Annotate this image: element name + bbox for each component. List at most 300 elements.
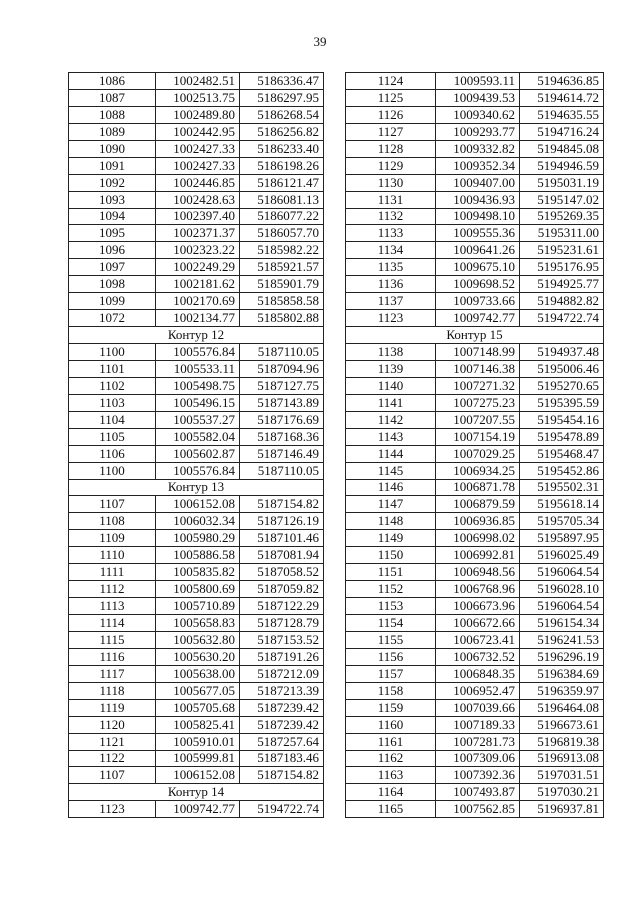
y-coordinate-cell: 5186268.54	[240, 106, 324, 123]
x-coordinate-cell: 1005630.20	[156, 648, 240, 665]
point-number-cell: 1135	[346, 259, 436, 276]
contour-header: Контур 12	[69, 327, 324, 344]
table-row	[69, 310, 324, 327]
point-number-cell: 1162	[346, 750, 436, 767]
point-number-cell: 1114	[69, 615, 156, 632]
table-row	[346, 784, 604, 801]
x-coordinate-cell: 1007146.38	[436, 360, 520, 377]
y-coordinate-cell: 5187183.46	[240, 750, 324, 767]
table-row	[346, 259, 604, 276]
y-coordinate-cell: 5187176.69	[240, 411, 324, 428]
point-number-cell: 1159	[346, 699, 436, 716]
y-coordinate-cell: 5196819.38	[520, 733, 604, 750]
table-row	[346, 242, 604, 259]
x-coordinate-cell: 1005533.11	[156, 360, 240, 377]
point-number-cell: 1130	[346, 174, 436, 191]
y-coordinate-cell: 5186297.95	[240, 89, 324, 106]
y-coordinate-cell: 5186336.47	[240, 73, 324, 90]
y-coordinate-cell: 5187101.46	[240, 530, 324, 547]
y-coordinate-cell: 5187257.64	[240, 733, 324, 750]
table-row	[346, 89, 604, 106]
point-number-cell: 1093	[69, 191, 156, 208]
point-number-cell: 1132	[346, 208, 436, 225]
x-coordinate-cell: 1005537.27	[156, 411, 240, 428]
table-row	[69, 411, 324, 428]
x-coordinate-cell: 1009332.82	[436, 140, 520, 157]
x-coordinate-cell: 1009555.36	[436, 225, 520, 242]
y-coordinate-cell: 5196384.69	[520, 665, 604, 682]
y-coordinate-cell: 5194946.59	[520, 157, 604, 174]
x-coordinate-cell: 1006032.34	[156, 513, 240, 530]
table-row	[69, 699, 324, 716]
table-row	[346, 445, 604, 462]
table-row	[69, 174, 324, 191]
table-row	[69, 767, 324, 784]
table-row	[346, 377, 604, 394]
x-coordinate-cell: 1005498.75	[156, 377, 240, 394]
x-coordinate-cell: 1006936.85	[436, 513, 520, 530]
y-coordinate-cell: 5194937.48	[520, 344, 604, 361]
table-row	[69, 89, 324, 106]
y-coordinate-cell: 5187126.19	[240, 513, 324, 530]
point-number-cell: 1161	[346, 733, 436, 750]
x-coordinate-cell: 1002170.69	[156, 293, 240, 310]
y-coordinate-cell: 5187239.42	[240, 699, 324, 716]
y-coordinate-cell: 5187110.05	[240, 344, 324, 361]
point-number-cell: 1142	[346, 411, 436, 428]
coordinates-table-right-body	[346, 73, 604, 818]
point-number-cell: 1160	[346, 716, 436, 733]
table-row	[346, 801, 604, 818]
y-coordinate-cell: 5186057.70	[240, 225, 324, 242]
table-row	[346, 581, 604, 598]
point-number-cell: 1097	[69, 259, 156, 276]
table-row	[346, 564, 604, 581]
point-number-cell: 1136	[346, 276, 436, 293]
y-coordinate-cell: 5195395.59	[520, 394, 604, 411]
coordinates-table-left	[68, 72, 324, 818]
y-coordinate-cell: 5187154.82	[240, 496, 324, 513]
y-coordinate-cell: 5187154.82	[240, 767, 324, 784]
y-coordinate-cell: 5187212.09	[240, 665, 324, 682]
point-number-cell: 1072	[69, 310, 156, 327]
x-coordinate-cell: 1007189.33	[436, 716, 520, 733]
y-coordinate-cell: 5196025.49	[520, 547, 604, 564]
contour-header-row	[69, 784, 324, 801]
table-row	[346, 310, 604, 327]
y-coordinate-cell: 5194722.74	[240, 801, 324, 818]
point-number-cell: 1156	[346, 648, 436, 665]
x-coordinate-cell: 1002446.85	[156, 174, 240, 191]
x-coordinate-cell: 1009439.53	[436, 89, 520, 106]
table-row	[346, 428, 604, 445]
y-coordinate-cell: 5196673.61	[520, 716, 604, 733]
x-coordinate-cell: 1002513.75	[156, 89, 240, 106]
table-row	[346, 750, 604, 767]
y-coordinate-cell: 5195270.65	[520, 377, 604, 394]
table-row	[69, 73, 324, 90]
x-coordinate-cell: 1002427.33	[156, 140, 240, 157]
table-row	[346, 394, 604, 411]
point-number-cell: 1151	[346, 564, 436, 581]
x-coordinate-cell: 1002482.51	[156, 73, 240, 90]
point-number-cell: 1118	[69, 682, 156, 699]
contour-header: Контур 15	[346, 327, 604, 344]
table-row	[69, 665, 324, 682]
x-coordinate-cell: 1009675.10	[436, 259, 520, 276]
table-row	[346, 733, 604, 750]
table-row	[346, 293, 604, 310]
point-number-cell: 1113	[69, 598, 156, 615]
contour-header-row	[69, 327, 324, 344]
x-coordinate-cell: 1009293.77	[436, 123, 520, 140]
x-coordinate-cell: 1005999.81	[156, 750, 240, 767]
y-coordinate-cell: 5187153.52	[240, 631, 324, 648]
y-coordinate-cell: 5194882.82	[520, 293, 604, 310]
point-number-cell: 1102	[69, 377, 156, 394]
coordinates-table-right	[345, 72, 604, 818]
table-row	[69, 496, 324, 513]
contour-header-row	[346, 327, 604, 344]
x-coordinate-cell: 1009698.52	[436, 276, 520, 293]
table-row	[346, 360, 604, 377]
x-coordinate-cell: 1005632.80	[156, 631, 240, 648]
y-coordinate-cell: 5196064.54	[520, 564, 604, 581]
point-number-cell: 1087	[69, 89, 156, 106]
y-coordinate-cell: 5187128.79	[240, 615, 324, 632]
table-row	[346, 411, 604, 428]
point-number-cell: 1153	[346, 598, 436, 615]
point-number-cell: 1117	[69, 665, 156, 682]
x-coordinate-cell: 1002397.40	[156, 208, 240, 225]
point-number-cell: 1123	[346, 310, 436, 327]
point-number-cell: 1096	[69, 242, 156, 259]
point-number-cell: 1146	[346, 479, 436, 496]
x-coordinate-cell: 1006848.35	[436, 665, 520, 682]
x-coordinate-cell: 1002134.77	[156, 310, 240, 327]
y-coordinate-cell: 5194716.24	[520, 123, 604, 140]
table-row	[69, 259, 324, 276]
table-row	[346, 462, 604, 479]
y-coordinate-cell: 5196064.54	[520, 598, 604, 615]
table-row	[69, 225, 324, 242]
x-coordinate-cell: 1009742.77	[156, 801, 240, 818]
table-row	[69, 293, 324, 310]
x-coordinate-cell: 1009742.77	[436, 310, 520, 327]
point-number-cell: 1091	[69, 157, 156, 174]
y-coordinate-cell: 5195897.95	[520, 530, 604, 547]
x-coordinate-cell: 1006871.78	[436, 479, 520, 496]
x-coordinate-cell: 1009352.34	[436, 157, 520, 174]
x-coordinate-cell: 1009340.62	[436, 106, 520, 123]
table-row	[346, 123, 604, 140]
table-row	[346, 682, 604, 699]
point-number-cell: 1144	[346, 445, 436, 462]
point-number-cell: 1164	[346, 784, 436, 801]
point-number-cell: 1165	[346, 801, 436, 818]
point-number-cell: 1111	[69, 564, 156, 581]
coordinates-table-left-body	[69, 73, 324, 818]
table-row	[69, 157, 324, 174]
y-coordinate-cell: 5185901.79	[240, 276, 324, 293]
x-coordinate-cell: 1007039.66	[436, 699, 520, 716]
contour-header: Контур 13	[69, 479, 324, 496]
x-coordinate-cell: 1006952.47	[436, 682, 520, 699]
table-row	[69, 428, 324, 445]
point-number-cell: 1145	[346, 462, 436, 479]
point-number-cell: 1104	[69, 411, 156, 428]
table-row	[69, 394, 324, 411]
y-coordinate-cell: 5186081.13	[240, 191, 324, 208]
y-coordinate-cell: 5194925.77	[520, 276, 604, 293]
table-row	[346, 73, 604, 90]
point-number-cell: 1112	[69, 581, 156, 598]
y-coordinate-cell: 5194845.08	[520, 140, 604, 157]
table-row	[69, 530, 324, 547]
point-number-cell: 1147	[346, 496, 436, 513]
x-coordinate-cell: 1007281.73	[436, 733, 520, 750]
y-coordinate-cell: 5195502.31	[520, 479, 604, 496]
table-row	[69, 377, 324, 394]
x-coordinate-cell: 1002323.22	[156, 242, 240, 259]
y-coordinate-cell: 5186198.26	[240, 157, 324, 174]
table-row	[346, 767, 604, 784]
table-row	[69, 123, 324, 140]
table-row	[69, 716, 324, 733]
table-row	[346, 174, 604, 191]
point-number-cell: 1126	[346, 106, 436, 123]
table-row	[346, 496, 604, 513]
table-row	[69, 750, 324, 767]
y-coordinate-cell: 5187213.39	[240, 682, 324, 699]
point-number-cell: 1139	[346, 360, 436, 377]
x-coordinate-cell: 1005638.00	[156, 665, 240, 682]
x-coordinate-cell: 1007309.06	[436, 750, 520, 767]
point-number-cell: 1150	[346, 547, 436, 564]
y-coordinate-cell: 5195231.61	[520, 242, 604, 259]
x-coordinate-cell: 1006152.08	[156, 767, 240, 784]
x-coordinate-cell: 1009436.93	[436, 191, 520, 208]
x-coordinate-cell: 1005582.04	[156, 428, 240, 445]
point-number-cell: 1141	[346, 394, 436, 411]
point-number-cell: 1089	[69, 123, 156, 140]
x-coordinate-cell: 1006152.08	[156, 496, 240, 513]
table-row	[69, 242, 324, 259]
y-coordinate-cell: 5194722.74	[520, 310, 604, 327]
point-number-cell: 1128	[346, 140, 436, 157]
x-coordinate-cell: 1009498.10	[436, 208, 520, 225]
table-row	[346, 479, 604, 496]
x-coordinate-cell: 1005800.69	[156, 581, 240, 598]
point-number-cell: 1100	[69, 462, 156, 479]
x-coordinate-cell: 1007154.19	[436, 428, 520, 445]
point-number-cell: 1100	[69, 344, 156, 361]
point-number-cell: 1099	[69, 293, 156, 310]
point-number-cell: 1123	[69, 801, 156, 818]
y-coordinate-cell: 5197030.21	[520, 784, 604, 801]
x-coordinate-cell: 1005980.29	[156, 530, 240, 547]
y-coordinate-cell: 5194614.72	[520, 89, 604, 106]
x-coordinate-cell: 1005825.41	[156, 716, 240, 733]
point-number-cell: 1107	[69, 496, 156, 513]
table-row	[346, 699, 604, 716]
table-row	[69, 106, 324, 123]
table-row	[69, 801, 324, 818]
point-number-cell: 1158	[346, 682, 436, 699]
x-coordinate-cell: 1002371.37	[156, 225, 240, 242]
x-coordinate-cell: 1007392.36	[436, 767, 520, 784]
point-number-cell: 1124	[346, 73, 436, 90]
point-number-cell: 1088	[69, 106, 156, 123]
y-coordinate-cell: 5196296.19	[520, 648, 604, 665]
point-number-cell: 1125	[346, 89, 436, 106]
y-coordinate-cell: 5195311.00	[520, 225, 604, 242]
x-coordinate-cell: 1006673.96	[436, 598, 520, 615]
point-number-cell: 1129	[346, 157, 436, 174]
table-row	[69, 598, 324, 615]
table-row	[69, 682, 324, 699]
point-number-cell: 1094	[69, 208, 156, 225]
x-coordinate-cell: 1002427.33	[156, 157, 240, 174]
point-number-cell: 1137	[346, 293, 436, 310]
x-coordinate-cell: 1005576.84	[156, 344, 240, 361]
point-number-cell: 1108	[69, 513, 156, 530]
point-number-cell: 1105	[69, 428, 156, 445]
y-coordinate-cell: 5186233.40	[240, 140, 324, 157]
table-row	[346, 208, 604, 225]
table-row	[69, 191, 324, 208]
table-row	[346, 615, 604, 632]
y-coordinate-cell: 5185802.88	[240, 310, 324, 327]
y-coordinate-cell: 5195478.89	[520, 428, 604, 445]
table-row	[346, 598, 604, 615]
y-coordinate-cell: 5185858.58	[240, 293, 324, 310]
y-coordinate-cell: 5187191.26	[240, 648, 324, 665]
x-coordinate-cell: 1002181.62	[156, 276, 240, 293]
table-row	[346, 547, 604, 564]
contour-header-row	[69, 479, 324, 496]
table-row	[69, 733, 324, 750]
x-coordinate-cell: 1009593.11	[436, 73, 520, 90]
point-number-cell: 1086	[69, 73, 156, 90]
table-row	[69, 360, 324, 377]
x-coordinate-cell: 1005705.68	[156, 699, 240, 716]
x-coordinate-cell: 1007029.25	[436, 445, 520, 462]
x-coordinate-cell: 1006723.41	[436, 631, 520, 648]
y-coordinate-cell: 5195618.14	[520, 496, 604, 513]
table-row	[69, 445, 324, 462]
x-coordinate-cell: 1005677.05	[156, 682, 240, 699]
table-row	[346, 225, 604, 242]
y-coordinate-cell: 5187239.42	[240, 716, 324, 733]
x-coordinate-cell: 1007207.55	[436, 411, 520, 428]
x-coordinate-cell: 1007493.87	[436, 784, 520, 801]
x-coordinate-cell: 1009407.00	[436, 174, 520, 191]
y-coordinate-cell: 5185982.22	[240, 242, 324, 259]
x-coordinate-cell: 1007275.23	[436, 394, 520, 411]
table-row	[346, 530, 604, 547]
point-number-cell: 1098	[69, 276, 156, 293]
y-coordinate-cell: 5187094.96	[240, 360, 324, 377]
x-coordinate-cell: 1009733.66	[436, 293, 520, 310]
point-number-cell: 1148	[346, 513, 436, 530]
table-row	[346, 276, 604, 293]
x-coordinate-cell: 1007271.32	[436, 377, 520, 394]
y-coordinate-cell: 5196937.81	[520, 801, 604, 818]
x-coordinate-cell: 1005658.83	[156, 615, 240, 632]
x-coordinate-cell: 1006948.56	[436, 564, 520, 581]
point-number-cell: 1140	[346, 377, 436, 394]
page-number: 39	[313, 34, 327, 49]
table-row	[69, 547, 324, 564]
y-coordinate-cell: 5195176.95	[520, 259, 604, 276]
table-row	[346, 157, 604, 174]
x-coordinate-cell: 1007562.85	[436, 801, 520, 818]
point-number-cell: 1110	[69, 547, 156, 564]
table-row	[346, 106, 604, 123]
table-row	[69, 344, 324, 361]
y-coordinate-cell: 5195147.02	[520, 191, 604, 208]
x-coordinate-cell: 1005910.01	[156, 733, 240, 750]
y-coordinate-cell: 5187058.52	[240, 564, 324, 581]
point-number-cell: 1121	[69, 733, 156, 750]
y-coordinate-cell: 5187168.36	[240, 428, 324, 445]
table-row	[346, 513, 604, 530]
x-coordinate-cell: 1002489.80	[156, 106, 240, 123]
point-number-cell: 1131	[346, 191, 436, 208]
table-row	[69, 615, 324, 632]
table-row	[69, 140, 324, 157]
table-row	[69, 276, 324, 293]
table-row	[69, 648, 324, 665]
y-coordinate-cell: 5186121.47	[240, 174, 324, 191]
y-coordinate-cell: 5196464.08	[520, 699, 604, 716]
y-coordinate-cell: 5196359.97	[520, 682, 604, 699]
x-coordinate-cell: 1007148.99	[436, 344, 520, 361]
table-row	[69, 564, 324, 581]
y-coordinate-cell: 5195031.19	[520, 174, 604, 191]
point-number-cell: 1157	[346, 665, 436, 682]
x-coordinate-cell: 1006934.25	[436, 462, 520, 479]
point-number-cell: 1106	[69, 445, 156, 462]
y-coordinate-cell: 5195006.46	[520, 360, 604, 377]
point-number-cell: 1107	[69, 767, 156, 784]
x-coordinate-cell: 1006732.52	[436, 648, 520, 665]
point-number-cell: 1095	[69, 225, 156, 242]
y-coordinate-cell: 5194636.85	[520, 73, 604, 90]
x-coordinate-cell: 1006672.66	[436, 615, 520, 632]
y-coordinate-cell: 5187143.89	[240, 394, 324, 411]
table-row	[346, 631, 604, 648]
x-coordinate-cell: 1005602.87	[156, 445, 240, 462]
y-coordinate-cell: 5195454.16	[520, 411, 604, 428]
y-coordinate-cell: 5186256.82	[240, 123, 324, 140]
y-coordinate-cell: 5185921.57	[240, 259, 324, 276]
point-number-cell: 1090	[69, 140, 156, 157]
point-number-cell: 1120	[69, 716, 156, 733]
x-coordinate-cell: 1006992.81	[436, 547, 520, 564]
table-row	[346, 344, 604, 361]
point-number-cell: 1127	[346, 123, 436, 140]
table-row	[69, 208, 324, 225]
y-coordinate-cell: 5196154.34	[520, 615, 604, 632]
x-coordinate-cell: 1005576.84	[156, 462, 240, 479]
y-coordinate-cell: 5187110.05	[240, 462, 324, 479]
point-number-cell: 1115	[69, 631, 156, 648]
x-coordinate-cell: 1005886.58	[156, 547, 240, 564]
point-number-cell: 1154	[346, 615, 436, 632]
point-number-cell: 1092	[69, 174, 156, 191]
